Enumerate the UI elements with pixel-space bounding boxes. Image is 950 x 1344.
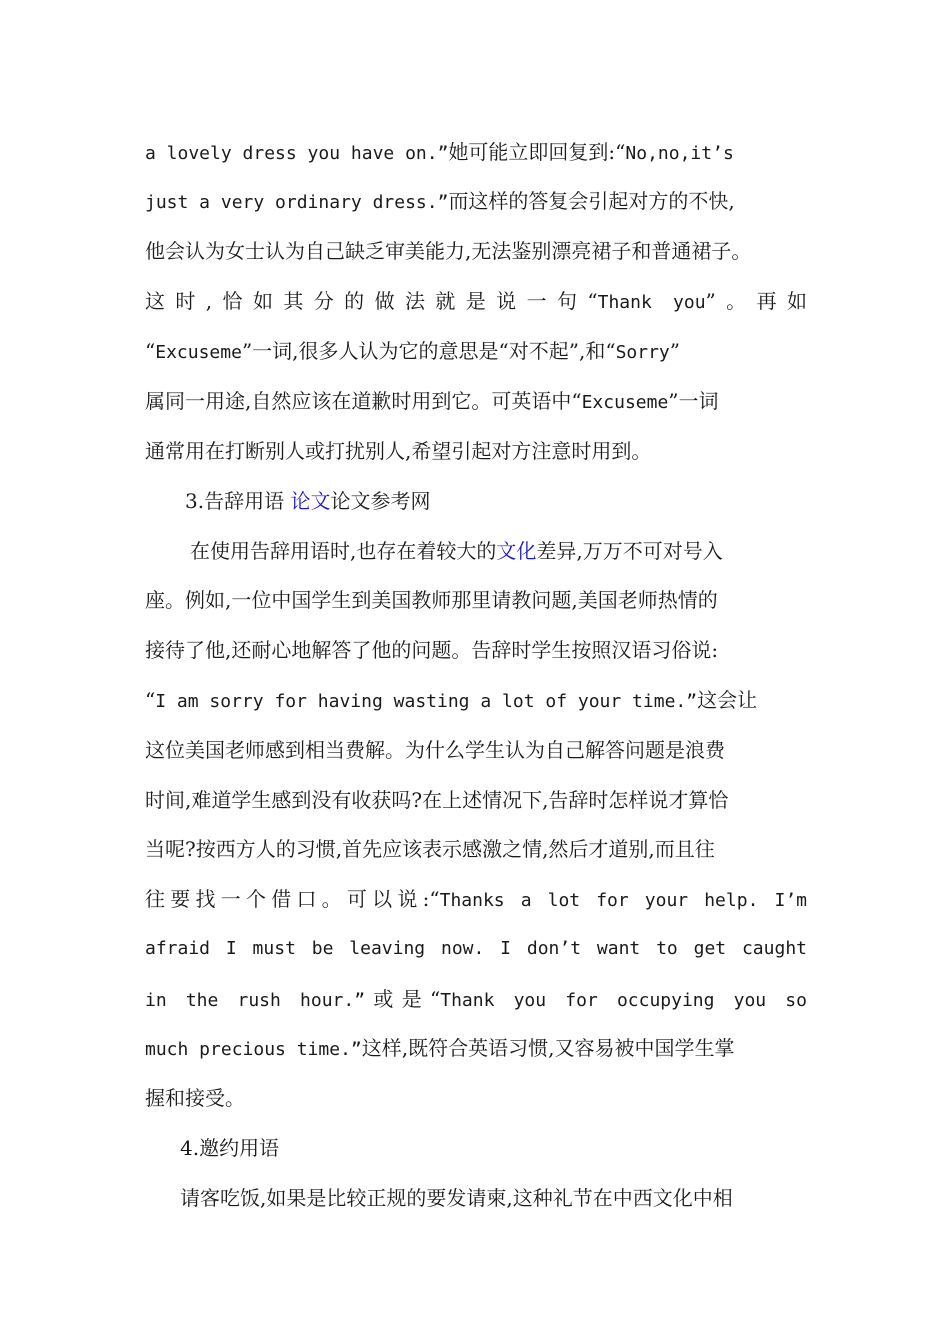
text-line: 握和接受。 — [145, 1086, 245, 1110]
text-line — [145, 137, 807, 169]
english-text: Sorry — [615, 342, 670, 363]
text-line — [145, 984, 807, 1016]
text-line: 通常用在打断别人或打扰别人,希望引起对方注意时用到。 — [145, 439, 652, 463]
chinese-text: 这时,恰如其分的做法就是说一句“ — [145, 289, 598, 313]
text-line — [145, 286, 807, 318]
text-line — [145, 884, 807, 916]
text-line: 这位美国老师感到相当费解。为什么学生认为自己解答问题是浪费 — [145, 738, 725, 762]
english-text: Thanks a lot for your help. I’m — [439, 890, 807, 911]
english-text: Excuseme — [581, 392, 669, 413]
text-line: afraid I must be leaving now. I don’t want to get caught — [145, 938, 807, 959]
section-heading — [185, 486, 805, 516]
chinese-text: 这会让 — [697, 688, 758, 712]
chinese-text: 或是“ — [365, 987, 441, 1011]
text-line: 请客吃饭,如果是比较正规的要发请柬,这种礼节在中西文化中相 — [180, 1186, 733, 1210]
chinese-text: ”一词,很多人认为它的意思是“对不起”,和“ — [241, 339, 616, 363]
chinese-text: 差异,万万不可对号入 — [536, 539, 723, 563]
chinese-text: 属同一用途,自然应该在道歉时用到它。可英语中“ — [145, 389, 582, 413]
english-text: Excuseme — [155, 342, 242, 363]
text-line — [145, 1033, 807, 1065]
heading-number: 3.告辞用语 — [185, 489, 285, 513]
text-line: 接待了他,还耐心地解答了他的问题。告辞时学生按照汉语习俗说: — [145, 638, 719, 662]
section-heading: 4.邀约用语 — [180, 1136, 280, 1160]
text-line: 时间,难道学生感到没有收获吗?在上述情况下,告辞时怎样说才算恰 — [145, 788, 729, 812]
heading-suffix: 论文参考网 — [330, 489, 431, 513]
english-text: just a very ordinary dress.” — [145, 192, 449, 213]
english-text: I am sorry for having wasting a lot of your time.” — [155, 691, 698, 712]
text-line: 他会认为女士认为自己缺乏审美能力,无法鉴别漂亮裙子和普通裙子。 — [145, 239, 752, 263]
english-text: No,no,it’s — [625, 143, 734, 164]
chinese-text: 她可能立即回复到:“ — [448, 140, 626, 164]
text-line — [145, 186, 807, 218]
text-line: 座。例如,一位中国学生到美国教师那里请教问题,美国老师热情的 — [145, 588, 718, 612]
chinese-text: 这样,既符合英语习惯,又容易被中国学生掌 — [361, 1036, 735, 1060]
english-text: in the rush hour.” — [145, 990, 366, 1011]
text-line: 当呢?按西方人的习惯,首先应该表示感激之情,然后才道别,而且往 — [145, 837, 715, 861]
text-line: “I am sorry for having wasting a lot of your time.”这会让 — [145, 688, 758, 712]
text-line: “Excuseme”一词,很多人认为它的意思是“对不起”,和“Sorry” — [145, 339, 680, 363]
chinese-text: 在使用告辞用语时,也存在着较大的 — [190, 539, 497, 563]
english-text: Thank you for occupying you so — [440, 990, 807, 1011]
culture-link[interactable]: 文化 — [496, 539, 537, 563]
paper-link[interactable]: 论文 — [290, 489, 331, 513]
chinese-text: 往要找一个借口。可以说:“ — [145, 887, 440, 911]
text-line — [145, 386, 807, 418]
english-text: a lovely dress you have on.” — [145, 143, 449, 164]
english-text: much precious time.” — [145, 1039, 362, 1060]
text-line — [190, 536, 807, 566]
chinese-text: 而这样的答复会引起对方的不快, — [448, 189, 735, 213]
chinese-text: ”一词 — [668, 389, 719, 413]
english-text: Thank you — [597, 292, 706, 313]
chinese-text: ”。再如 — [705, 289, 807, 313]
